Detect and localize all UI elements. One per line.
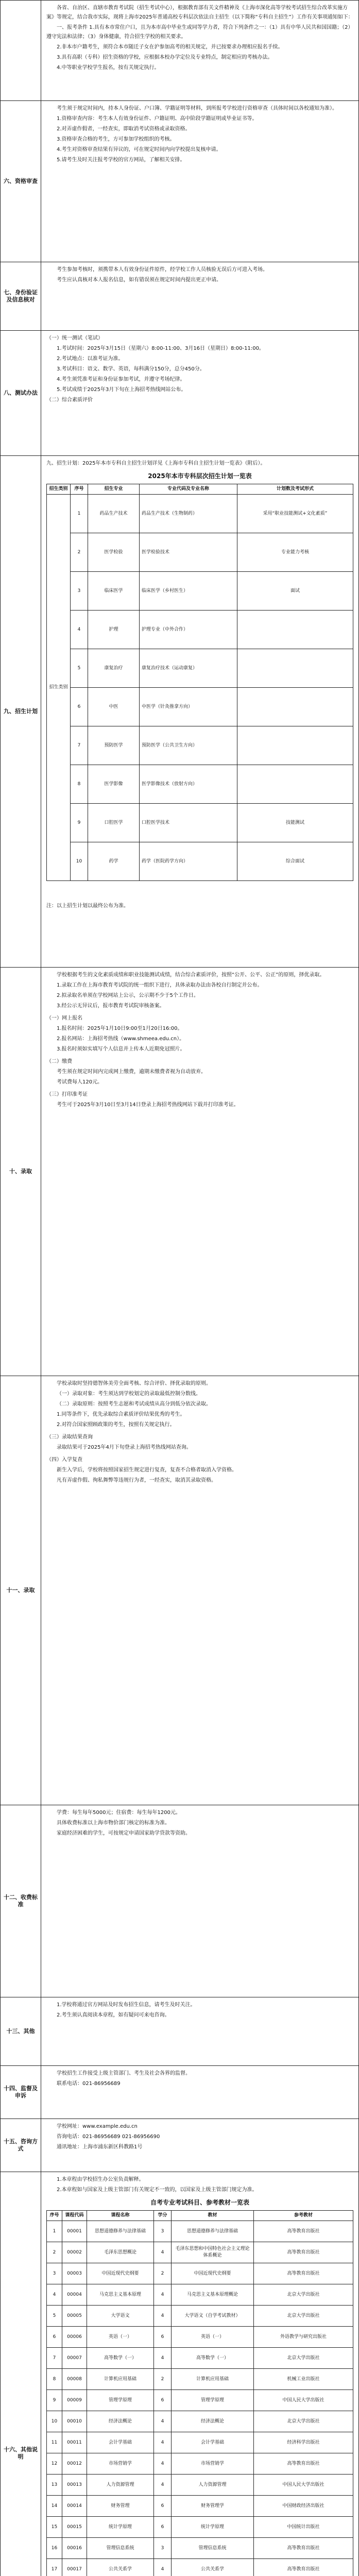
plan-table-cell: 专业能力考核: [237, 533, 353, 572]
courses-table-cell: 8: [47, 2369, 62, 2390]
courses-table-cell: 16: [47, 2538, 62, 2559]
plan-table-cell: [237, 726, 353, 765]
plan-table-cell: 护理专业（中外合作）: [140, 611, 237, 649]
section-12-row: [1, 1805, 359, 1997]
courses-table-cell: 00001: [62, 2221, 87, 2242]
courses-table-cell: 6: [47, 2327, 62, 2348]
courses-table-cell: 北京大学出版社: [254, 2284, 353, 2306]
plan-table-row: [47, 533, 353, 572]
plan-table-cell: 医学检验技术: [140, 533, 237, 572]
plan-header-cell: 招生专业: [88, 484, 140, 495]
plan-table-cell: 药学（医院药学方向）: [140, 842, 237, 881]
courses-table-cell: 计算机应用基础: [87, 2369, 154, 2390]
plan-table-row: [47, 842, 353, 881]
courses-table-cell: 高等教育出版社: [254, 2538, 353, 2559]
courses-table-cell: 大学语文: [87, 2306, 154, 2327]
plan-table: [46, 484, 353, 881]
section-10-para: 2.拟录取名单须在学校网站上公示，公示期不少于5个工作日。: [57, 993, 199, 998]
courses-table-cell: 管理学原理: [87, 2390, 154, 2411]
section-11-para: 凡有弄虚作假、徇私舞弊等违规行为者，一经查实，取消其录取资格。: [57, 1478, 216, 1483]
plan-table-header: [47, 484, 353, 495]
section-7-content: [41, 262, 359, 331]
courses-table-cell: 思想道德修养与法律基础: [87, 2221, 154, 2242]
courses-table-cell: 英语（一）: [87, 2327, 154, 2348]
plan-table-row: [47, 804, 353, 842]
section-12-content: [41, 1805, 359, 1997]
plan-table-cell: [237, 649, 353, 688]
plan-table-cell: 9: [71, 804, 88, 842]
courses-table-cell: 管理学原理: [172, 2390, 254, 2411]
courses-table-cell: 6: [154, 2517, 172, 2538]
section-6-para: 1.资格审查内容：考生本人有效身份证件、户籍证明、高中阶段学籍证明或毕业证书等。: [57, 116, 258, 122]
section-16-label: 十六、其他说明: [1, 2172, 41, 2576]
courses-table-cell: 4: [154, 2559, 172, 2576]
section-15-para: 通讯地址：上海市浦东新区科教路1号: [57, 2144, 143, 2150]
section-10-sub-para: 1.报名时间：2025年1月10日9:00至1月20日16:00。: [57, 1026, 183, 1031]
plan-table-cell: 药学: [88, 842, 140, 881]
courses-table-cell: 00002: [62, 2242, 87, 2263]
courses-table-cell: 6: [154, 2390, 172, 2411]
courses-table-cell: 管理信息系统: [172, 2538, 254, 2559]
section-13-para: 1.学校将通过官方网站及时发布招生信息，请考生及时关注。: [57, 2002, 196, 2008]
section-10-para: 学校根据考生的文化素质成绩和职业技能测试成绩，结合综合素质评价，按照“公开、公平、公正”的原则，择优录取。: [57, 972, 325, 978]
plan-table-cell: 临床医学（乡村医生）: [140, 572, 237, 611]
courses-table-cell: 马克思主义基本原理: [87, 2284, 154, 2306]
courses-table-cell: 中国统计出版社: [254, 2517, 353, 2538]
plan-table-cell: [237, 688, 353, 726]
section-6-para: 2.对弄虚作假者，一经查实，即取消考试资格或录取资格。: [57, 126, 191, 132]
plan-category-cell: 招生类别: [47, 495, 71, 881]
section-10-subtitle: （一）网上报名: [46, 1015, 82, 1021]
section-1-para: 各省、自治区、直辖市教育考试院（招生考试中心），根据教育部有关文件精神及《上海市深化高等学校考试招生综合改革实施方案》等规定，结合我市实际，现将上海市2025年普通高校专科层次依法自主招生（以下简称“专科自主招生”）工作有关事项通知如下：: [46, 5, 353, 20]
plan-header-cell: 序号: [71, 484, 88, 495]
section-9-intro: 九、招生计划：2025年本市专科自主招生计划详见《上海市专科自主招生计划一览表》（附后）。: [46, 461, 266, 466]
section-11-label: 十一、录取: [1, 1376, 41, 1805]
section-11-para: 录取结果可于2025年4月下旬登录上海招考热线网站查询。: [57, 1445, 192, 1450]
section-10-subtitle-2: （二）缴费: [46, 1059, 72, 1064]
section-15-para: 咨询电话：021-86956689 021-86956690: [57, 2134, 160, 2140]
plan-table-cell: 6: [71, 688, 88, 726]
courses-table-cell: 思想道德修养与法律基础: [172, 2221, 254, 2242]
courses-table-cell: 毛泽东思想和中国特色社会主义理论体系概论: [172, 2242, 254, 2263]
section-10-para: 1.录取工作在上海市教育考试院的统一组织下进行，具体录取办法由各校自行制定并公布。: [57, 982, 263, 988]
courses-table-cell: 中国财政经济出版社: [254, 2496, 353, 2517]
courses-table-row: [47, 2369, 353, 2390]
courses-table-cell: 中国人民大学出版社: [254, 2390, 353, 2411]
section-11-para: 新生入学后，学校将按照国家招生规定进行复查，复查不合格者取消入学资格。: [57, 1467, 237, 1473]
plan-table-cell: 2: [71, 533, 88, 572]
courses-table-row: [47, 2453, 353, 2475]
section-10-sub3-para: 考生可于2025年3月10日至3月14日登录上海招考热线网站下载并打印准考证。: [57, 1102, 239, 1108]
courses-table-cell: 00011: [62, 2432, 87, 2453]
courses-table-row: [47, 2559, 353, 2576]
courses-table-cell: 公共关系学: [87, 2559, 154, 2576]
courses-table-row: [47, 2432, 353, 2453]
courses-table-cell: 人力资源管理: [172, 2475, 254, 2496]
courses-table-row: [47, 2496, 353, 2517]
section-1-para: 2.非本市户籍考生，须符合本市随迁子女在沪参加高考的相关规定，并已按要求办理相应报名手续。: [57, 44, 283, 50]
courses-table-cell: 1: [47, 2221, 62, 2242]
section-6-row: [1, 101, 359, 262]
courses-table-cell: 4: [154, 2453, 172, 2475]
plan-table-cell: 康复治疗: [88, 649, 140, 688]
section-12-para: 家庭经济困难的学生，可按规定申请国家助学贷款等资助。: [57, 1831, 191, 1836]
courses-table-cell: 会计学基础: [172, 2432, 254, 2453]
courses-table-cell: 5: [47, 2306, 62, 2327]
section-13-para: 2.考生须认真阅读本章程，如有疑问可来电咨询。: [57, 2012, 170, 2018]
courses-table-row: [47, 2284, 353, 2306]
plan-table-row: [47, 649, 353, 688]
section-15-para: 学校网址：www.example.edu.cn: [57, 2124, 138, 2129]
plan-table-cell: 医学影像技术（放射方向）: [140, 765, 237, 804]
plan-table-cell: 口腔医学: [88, 804, 140, 842]
section-9-label: 九、招生计划: [1, 456, 41, 968]
courses-table-cell: 北京大学出版社: [254, 2411, 353, 2432]
section-1-row: [1, 1, 359, 101]
plan-table-cell: 医学检验: [88, 533, 140, 572]
courses-table-cell: 10: [47, 2411, 62, 2432]
plan-table-cell: 7: [71, 726, 88, 765]
courses-table-cell: 4: [154, 2475, 172, 2496]
courses-table-cell: 机械工业出版社: [254, 2369, 353, 2390]
courses-table-cell: 6: [154, 2496, 172, 2517]
courses-table-cell: 2: [154, 2369, 172, 2390]
section-8-item: 5.考试成绩于2025年3月下旬在上海招考热线网站公布。: [57, 387, 186, 393]
section-11-para: （三）录取结果查询: [46, 1434, 93, 1440]
courses-table-cell: 9: [47, 2390, 62, 2411]
courses-table-row: [47, 2306, 353, 2327]
section-10-subtitle-3: （三）打印准考证: [46, 1092, 88, 1097]
courses-table-cell: 经济科学出版社: [254, 2432, 353, 2453]
plan-header-cell: 招生类别: [47, 484, 71, 495]
courses-table-cell: 管理信息系统: [87, 2538, 154, 2559]
courses-table-cell: 7: [47, 2348, 62, 2369]
plan-table-cell: 临床医学: [88, 572, 140, 611]
courses-table-row: [47, 2390, 353, 2411]
courses-table-row: [47, 2221, 353, 2242]
section-1-para: 一、报考条件 1.具有本市常住户口，且为本市高中毕业生或同等学力者，符合下列条件之一：（1）具有中华人民共和国国籍；（2）遵守宪法和法律；（3）身体健康，符合招生学校的相关要求。: [46, 25, 353, 40]
plan-table-cell: 药品生产技术（生物制药）: [140, 495, 237, 533]
section-16-para: 1.本章程由学校招生办公室负责解释。: [57, 2177, 144, 2182]
section-8-label: 八、测试办法: [1, 331, 41, 456]
section-7-para: 考生参加考核时，须携带本人有效身份证件原件，经学校工作人员核验无误后方可进入考场。: [57, 267, 268, 273]
section-11-para: （四）入学复查: [46, 1457, 82, 1463]
courses-table-cell: 高等教育出版社: [254, 2221, 353, 2242]
section-16-content: [41, 2172, 359, 2576]
section-6-para: 3.资格审查合格的考生，方可参加学校组织的考核。: [57, 137, 175, 142]
courses-table-cell: 14: [47, 2496, 62, 2517]
plan-table-cell: 中医: [88, 688, 140, 726]
courses-table-cell: 00015: [62, 2517, 87, 2538]
section-6-para: 4.考生对资格审查结果有异议的，可在规定时间内向学校提出复核申请。: [57, 147, 221, 152]
section-12-label: 十二、收费标准: [1, 1805, 41, 1997]
courses-table-cell: 00016: [62, 2538, 87, 2559]
courses-table-row: [47, 2263, 353, 2284]
section-1-label: [1, 1, 41, 101]
plan-table-cell: [237, 611, 353, 649]
section-7-label: 七、身份验证及信息核对: [1, 262, 41, 331]
courses-table-cell: 财务管理学: [172, 2496, 254, 2517]
courses-table-cell: 00013: [62, 2475, 87, 2496]
section-15-content: [41, 2119, 359, 2172]
section-8-item: 4.考生须凭准考证和身份证参加考试，并遵守考场纪律。: [57, 377, 185, 382]
plan-note: 注：以上招生计划以最终公布为准。: [46, 903, 129, 909]
section-10-sub2-para: 考试费每人120元。: [57, 1079, 103, 1085]
plan-table-row: [47, 726, 353, 765]
courses-table-cell: 中国人民大学出版社: [254, 2475, 353, 2496]
courses-table-cell: 计算机应用基础: [172, 2369, 254, 2390]
section-15-label: 十五、咨询方式: [1, 2119, 41, 2172]
courses-table-cell: 00008: [62, 2369, 87, 2390]
courses-table-cell: 4: [154, 2242, 172, 2263]
courses-table-cell: 11: [47, 2432, 62, 2453]
plan-table-cell: 预防医学（公共卫生方向）: [140, 726, 237, 765]
courses-table-cell: 外语教学与研究出版社: [254, 2327, 353, 2348]
courses-table-row: [47, 2242, 353, 2263]
courses-table-cell: 市场营销学: [172, 2453, 254, 2475]
plan-table-cell: 中医学（针灸推拿方向）: [140, 688, 237, 726]
section-6-content: [41, 101, 359, 262]
section-10-sub-para: 3.报名时须如实填写个人信息并上传本人近期免冠照片。: [57, 1046, 185, 1052]
section-1-para: 3.具有高职（专科）招生资格的学校，应根据本校办学定位及专业特点，制定相应的考核办法。: [57, 55, 273, 60]
courses-table-cell: 00010: [62, 2411, 87, 2432]
courses-table-cell: 经济法概论: [172, 2411, 254, 2432]
courses-table-cell: 统计学原理: [87, 2517, 154, 2538]
plan-table-title: 2025年本市专科层次招生计划一览表: [148, 472, 252, 480]
plan-table-cell: 1: [71, 495, 88, 533]
courses-table-cell: 00012: [62, 2453, 87, 2475]
courses-table-cell: 高等教育出版社: [254, 2263, 353, 2284]
section-8-item: 3.考试科目：语文、数学、英语，每科满分150分，总分450分。: [57, 366, 205, 372]
plan-table-row: [47, 495, 353, 533]
section-11-para: （一）录取对象：考生须达到学校划定的录取最低控制分数线。: [57, 1391, 201, 1397]
courses-table-cell: 4: [154, 2411, 172, 2432]
courses-table-cell: 00014: [62, 2496, 87, 2517]
section-8-content: [41, 331, 359, 456]
courses-table-cell: 17: [47, 2559, 62, 2576]
courses-table-row: [47, 2475, 353, 2496]
section-7-row: [1, 262, 359, 331]
section-14-row: [1, 2066, 359, 2119]
courses-table-row: [47, 2538, 353, 2559]
section-8-item: （一）统一测试（笔试）: [46, 335, 103, 341]
courses-table-cell: 6: [154, 2327, 172, 2348]
courses-header-cell: 教材: [172, 2211, 254, 2221]
courses-table-cell: 00004: [62, 2284, 87, 2306]
courses-table-cell: 2: [154, 2263, 172, 2284]
section-14-para: 学校招生工作接受上级主管部门、考生及社会各界的监督。: [57, 2071, 191, 2076]
section-10-row: [1, 968, 359, 1376]
courses-header-cell: 参考教材: [254, 2211, 353, 2221]
plan-table-cell: 口腔医学技术: [140, 804, 237, 842]
courses-table-cell: 中国近现代史纲要: [172, 2263, 254, 2284]
section-9-content: [41, 456, 359, 968]
plan-table-cell: 3: [71, 572, 88, 611]
courses-header-cell: 课程名称: [87, 2211, 154, 2221]
section-6-label: 六、资格审查: [1, 101, 41, 262]
section-8-item: 1.考试时间：2025年3月15日（星期六）8:00-11:00、3月16日（星期日）8:00-11:00。: [57, 346, 264, 351]
section-13-content: [41, 1997, 359, 2066]
section-7-para: 考生应认真核对本人报名信息，如有错误须在规定时间内提出更正申请。: [57, 277, 221, 283]
plan-table-cell: 预防医学: [88, 726, 140, 765]
courses-table-cell: 4: [154, 2348, 172, 2369]
courses-table-cell: 3: [154, 2538, 172, 2559]
section-16-row: [1, 2172, 359, 2576]
plan-table-cell: 技能测试: [237, 804, 353, 842]
section-1-content: [41, 1, 359, 101]
section-16-para: 2.本章程如与国家及上级主管部门有关规定不一致的，以国家及上级主管部门规定为准。: [57, 2187, 258, 2193]
courses-table-cell: 4: [47, 2284, 62, 2306]
plan-table-cell: 康复治疗技术（运动康复）: [140, 649, 237, 688]
section-14-content: [41, 2066, 359, 2119]
plan-table-cell: 护理: [88, 611, 140, 649]
plan-table-cell: 药品生产技术: [88, 495, 140, 533]
courses-header-cell: 学分: [154, 2211, 172, 2221]
section-1-para: 4.中等职业学校学生报名，按有关规定执行。: [57, 65, 160, 71]
section-11-content: [41, 1376, 359, 1805]
courses-table-cell: 4: [154, 2432, 172, 2453]
section-11-para: 学校录取时坚持德智体美劳全面考核、综合评价、择优录取的原则。: [57, 1381, 211, 1386]
courses-table-cell: 15: [47, 2517, 62, 2538]
courses-table-cell: 北京大学出版社: [254, 2306, 353, 2327]
plan-table-row: [47, 688, 353, 726]
courses-table-cell: 财务管理: [87, 2496, 154, 2517]
section-11-row: [1, 1376, 359, 1805]
courses-table-cell: 2: [47, 2242, 62, 2263]
section-8-tail: （二）综合素质评价: [46, 397, 93, 403]
courses-table-cell: 高等教育出版社: [254, 2453, 353, 2475]
courses-table-cell: 北京大学出版社: [254, 2348, 353, 2369]
section-12-para: 具体收费标准以上海市物价部门核定的标准为准。: [57, 1820, 170, 1826]
plan-table-cell: 10: [71, 842, 88, 881]
section-6-para: 考生须于规定时间内，持本人身份证、户口簿、学籍证明等材料，到所报考学校进行资格审查（具体时间以各校通知为准）。: [57, 106, 337, 111]
courses-table-cell: 3: [154, 2221, 172, 2242]
courses-table-cell: 12: [47, 2453, 62, 2475]
courses-table-cell: 13: [47, 2475, 62, 2496]
courses-table-cell: 高等教育出版社: [254, 2242, 353, 2263]
plan-table-cell: 5: [71, 649, 88, 688]
section-14-para: 联系电话：021-86956689: [57, 2081, 121, 2087]
section-13-row: [1, 1997, 359, 2066]
courses-table-cell: 马克思主义基本原理概论: [172, 2284, 254, 2306]
plan-table-cell: 采用“职业技能测试+文化素质”: [237, 495, 353, 533]
courses-table-cell: 00007: [62, 2348, 87, 2369]
plan-table-row: [47, 765, 353, 804]
courses-table-cell: 大学语文（自学考试教材）: [172, 2306, 254, 2327]
courses-table-cell: 市场营销学: [87, 2453, 154, 2475]
plan-header-cell: 专业代码及专业名称: [140, 484, 237, 495]
section-6-para: 5.请考生及时关注报考学校的官方网站，了解相关安排。: [57, 157, 185, 163]
courses-table-cell: 会计学基础: [87, 2432, 154, 2453]
courses-table-cell: 人力资源管理: [87, 2475, 154, 2496]
courses-table-cell: 00017: [62, 2559, 87, 2576]
section-12-para: 学费：每生每年5000元；住宿费：每生每年1200元。: [57, 1810, 181, 1816]
courses-table-title: 自考专业考试科目、参考教材一览表: [150, 2199, 249, 2206]
section-11-para: （二）录取原则：按照考生志愿和考试成绩从高分到低分依次录取。: [57, 1401, 211, 1407]
courses-table-cell: 高等数学（一）: [87, 2348, 154, 2369]
plan-table-row: [47, 611, 353, 649]
courses-table-row: [47, 2348, 353, 2369]
section-9-row: [1, 456, 359, 968]
courses-table-cell: 中国近现代史纲要: [87, 2263, 154, 2284]
section-10-sub2-para: 考生须在规定时间内完成网上缴费，逾期未缴费者视为自动放弃。: [57, 1069, 206, 1075]
section-10-content: [41, 968, 359, 1376]
plan-table-cell: [237, 765, 353, 804]
courses-table-cell: 00003: [62, 2263, 87, 2284]
plan-header-cell: 计划数及考试形式: [237, 484, 353, 495]
courses-table-cell: 毛泽东思想概论: [87, 2242, 154, 2263]
plan-table-cell: 8: [71, 765, 88, 804]
section-8-row: [1, 331, 359, 456]
courses-table-cell: 00006: [62, 2327, 87, 2348]
courses-table: [46, 2210, 353, 2576]
section-10-label: 十、录取: [1, 968, 41, 1376]
courses-table-row: [47, 2411, 353, 2432]
courses-header-cell: 序号: [47, 2211, 62, 2221]
plan-table-cell: 医学影像: [88, 765, 140, 804]
courses-table-cell: 4: [154, 2284, 172, 2306]
courses-table-row: [47, 2517, 353, 2538]
courses-header-cell: 课程代码: [62, 2211, 87, 2221]
courses-table-cell: 经济法概论: [87, 2411, 154, 2432]
courses-table-cell: 公共关系学: [172, 2559, 254, 2576]
plan-table-cell: 面试: [237, 572, 353, 611]
section-11-para: 2.对符合国家照顾政策的考生，按照有关规定执行。: [57, 1422, 175, 1428]
section-13-label: 十三、其他: [1, 1997, 41, 2066]
courses-table-cell: 高等教育出版社: [254, 2559, 353, 2576]
section-11-para: 1.同等条件下，优先录取综合素质评价结果优秀的考生。: [57, 1412, 185, 1417]
courses-table-cell: 00005: [62, 2306, 87, 2327]
section-8-item: 2.考试地点：以准考证为准。: [57, 356, 124, 362]
section-10-para: 3.经公示无异议后，报市教育考试院审核备案。: [57, 1003, 165, 1009]
courses-table-cell: 00009: [62, 2390, 87, 2411]
courses-table-row: [47, 2327, 353, 2348]
section-10-sub-para: 2.报名网站：上海招考热线（www.shmeea.edu.cn）。: [57, 1036, 185, 1042]
courses-table-cell: 4: [154, 2306, 172, 2327]
plan-table-row: [47, 572, 353, 611]
courses-table-header: [47, 2211, 353, 2221]
section-14-label: 十四、监督及申诉: [1, 2066, 41, 2119]
courses-table-cell: 统计学原理: [172, 2517, 254, 2538]
courses-table-cell: 3: [47, 2263, 62, 2284]
courses-table-cell: 英语（一）: [172, 2327, 254, 2348]
plan-table-cell: 综合面试: [237, 842, 353, 881]
section-15-row: [1, 2119, 359, 2172]
courses-table-cell: 高等数学（一）: [172, 2348, 254, 2369]
plan-table-cell: 4: [71, 611, 88, 649]
